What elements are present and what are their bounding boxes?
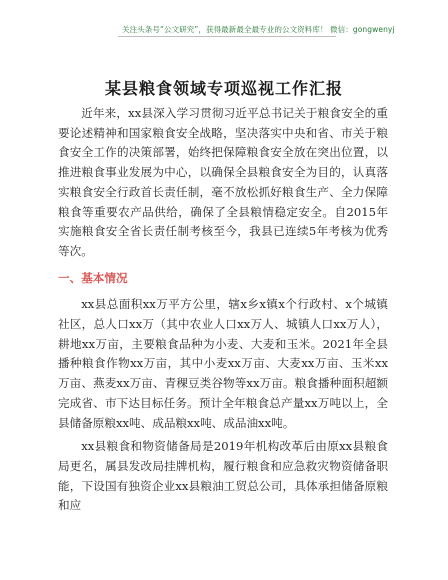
intro-paragraph: 近年来，xx县深入学习贯彻习近平总书记关于粮食安全的重要论述精神和国家粮食安全战略，坚决落实中央和省、市关于粮食安全工作的决策部署，始终把保障粮食安全放在突出位置，以推进粮食事业发展为中心，以确保全县粮食安全为目的，认真落实粮食安全行政首长责任制，毫不放松抓好粮食生产、全力保障粮食等重要农产品供给，确保了全县粮情稳定安全。自2015年实施粮食安全省长责任制考核至今，我县已连续5年考核为优秀等次。 <box>58 106 388 258</box>
banner-text: 关注头条号“公文研究”，获得最新最全最专业的公文资料库！ 微信：gongwenyj <box>122 25 395 34</box>
paragraph-agency: xx县粮食和物资储备局是2019年机构改革后由原xx县粮食局更名，属县发改局挂牌机构，履行粮食和应急救灾物资储备职能，下设国有独资企业xx县粮油工贸总公司，具体承担储备原粮和应 <box>58 439 388 513</box>
paragraph-overview: xx县总面积xx万平方公里，辖x乡x镇x个行政村、x个城镇社区，总人口xx万（其中农业人口xx万人、城镇人口xx万人），耕地xx万亩，主要粮食品种为小麦、大麦和玉米。2021年全县播种粮食作物xx万亩，其中小麦xx万亩、大麦xx万亩、玉米xx万亩、燕麦xx万亩、青稞豆类谷物等xx万亩。粮食播种面积超额完成省、市下达目标任务。预计全年粮食总产量xx万吨以上，全县储备原粮xx吨、成品粮xx吨、成品油xx吨。 <box>58 297 388 430</box>
document-body <box>58 104 388 516</box>
document-title: 某县粮食领域专项巡视工作汇报 <box>104 79 343 98</box>
header-banner <box>0 0 448 58</box>
banner-divider <box>118 36 336 37</box>
section-heading-basic-info: 一、基本情况 <box>58 270 128 285</box>
